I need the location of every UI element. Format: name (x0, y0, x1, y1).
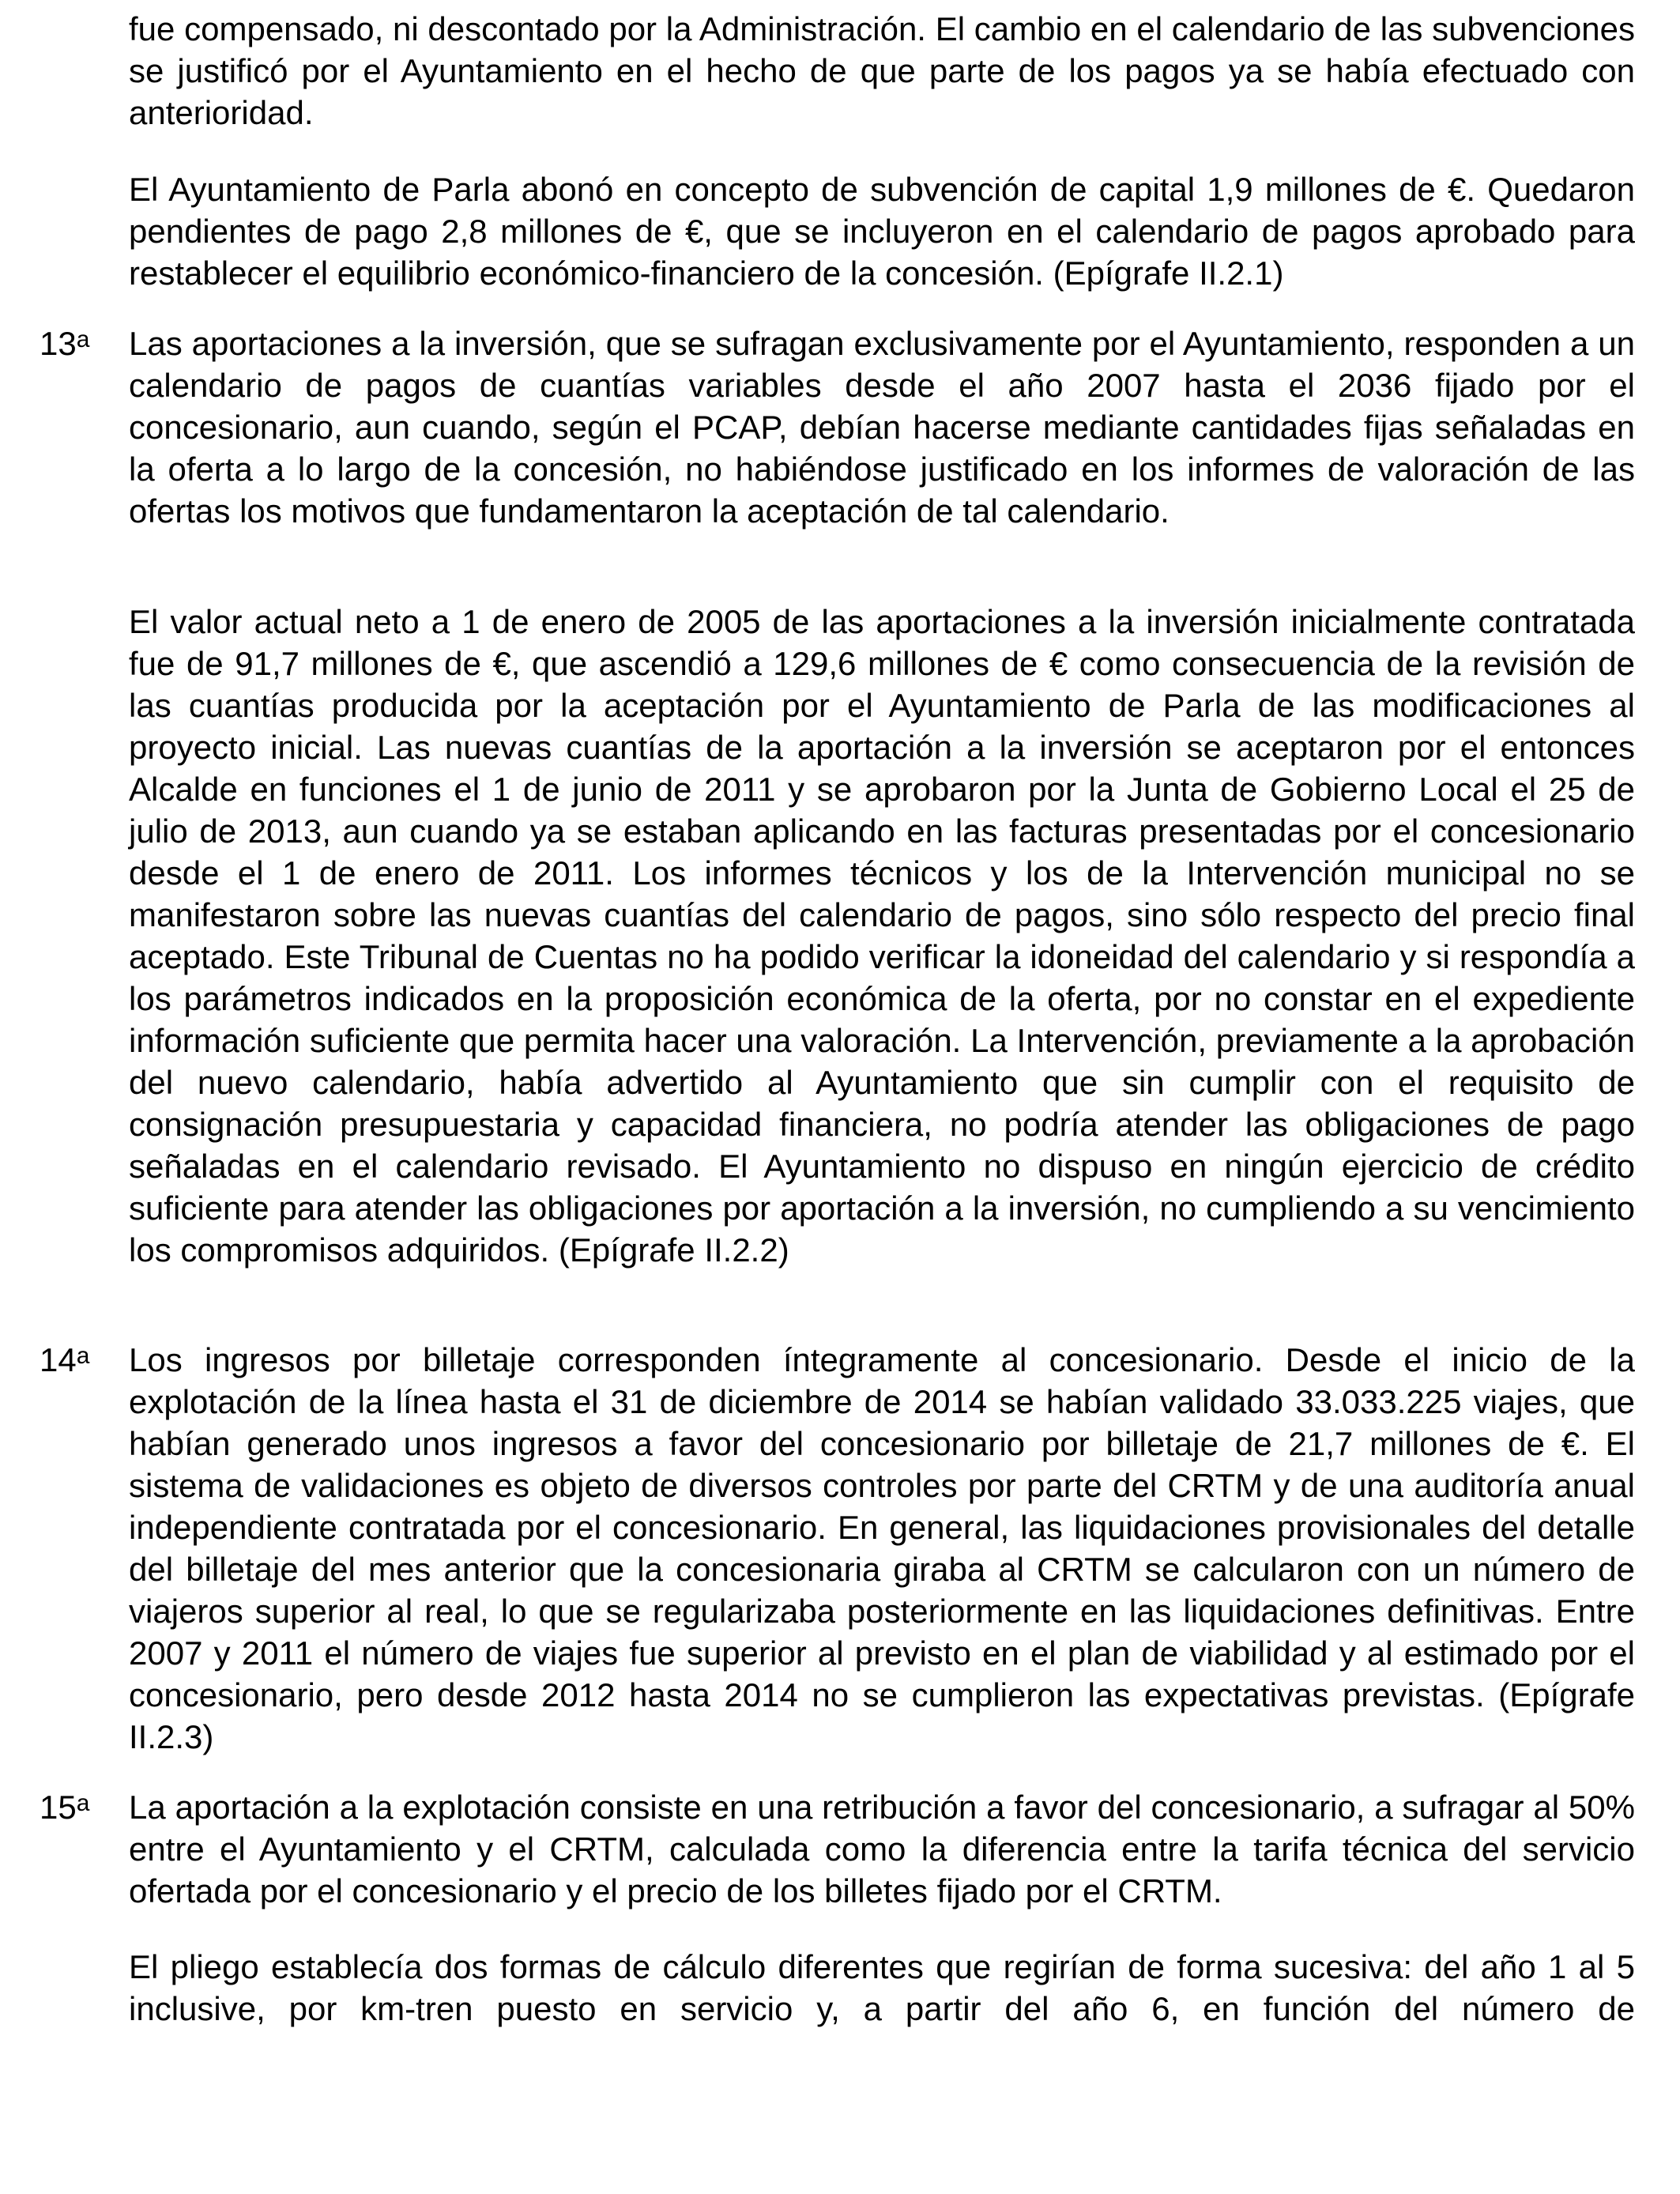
item-14-paragraph-1: Los ingresos por billetaje corresponden íntegramente al concesionario. Desde el inicio de la explotación de la línea hasta el 31 de diciembre de 2014 se habían validado 33.033.225 viajes, que habían generado unos ingresos a favor del concesionario por billetaje de 21,7 millones de €. El sistema de validaciones es objeto de diversos controles por parte del CRTM y de una auditoría anual independiente contratada por el concesionario. En general, las liquidaciones provisionales del detalle del billetaje del mes anterior que la concesionaria giraba al CRTM se calcularon con un número de viajeros superior al real, lo que se regularizaba posteriormente en las liquidaciones definitivas. Entre 2007 y 2011 el número de viajes fue superior al previsto en el plan de viabilidad y al estimado por el concesionario, pero desde 2012 hasta 2014 no se cumplieron las expectativas previstas. (Epígrafe II.2.3) (129, 1341, 1635, 1755)
item-number: 14 (40, 1341, 77, 1378)
item-number-15 (40, 1786, 89, 1828)
ordinal-indicator: a (76, 1790, 90, 1816)
ordinal-indicator: a (76, 326, 90, 352)
continuation-paragraph: fue compensado, ni descontado por la Administración. El cambio en el calendario de las subvenciones se justificó por el Ayuntamiento en el hecho de que parte de los pagos ya se había efectuado con anterioridad. (129, 10, 1635, 131)
item-number: 15 (40, 1789, 77, 1826)
item-13-paragraph-2: El valor actual neto a 1 de enero de 2005 de las aportaciones a la inversión inicialmente contratada fue de 91,7 millones de €, que ascendió a 129,6 millones de € como consecuencia de la revisión de las cuantías producida por la aceptación por el Ayuntamiento de Parla de las modificaciones al proyecto inicial. Las nuevas cuantías de la aportación a la inversión se aceptaron por el entonces Alcalde en funciones el 1 de junio de 2011 y se aprobaron por la Junta de Gobierno Local el 25 de julio de 2013, aun cuando ya se estaban aplicando en las facturas presentadas por el concesionario desde el 1 de enero de 2011. Los informes técnicos y los de la Intervención municipal no se manifestaron sobre las nuevas cuantías del calendario de pagos, sino sólo respecto del precio final aceptado. Este Tribunal de Cuentas no ha podido verificar la idoneidad del calendario y si respondía a los parámetros indicados en la proposición económica de la oferta, por no constar en el expediente información suficiente que permita hacer una valoración. La Intervención, previamente a la aprobación del nuevo calendario, había advertido al Ayuntamiento que sin cumplir con el requisito de consignación presupuestaria y capacidad financiera, no podría atender las obligaciones de pago señaladas en el calendario revisado. El Ayuntamiento no dispuso en ningún ejercicio de crédito suficiente para atender las obligaciones por aportación a la inversión, no cumpliendo a su vencimiento los compromisos adquiridos. (Epígrafe II.2.2) (129, 603, 1635, 1269)
item-15-paragraph-2: El pliego establecía dos formas de cálculo diferentes que regirían de forma sucesiva: del año 1 al 5 inclusive, por km-tren puesto en servicio y, a partir del año 6, en función del número de (129, 1948, 1635, 2027)
item-number-13 (40, 322, 89, 364)
item-number-14 (40, 1339, 89, 1381)
ordinal-indicator: a (76, 1343, 90, 1369)
item-number: 13 (40, 325, 77, 362)
capital-subsidy-paragraph: El Ayuntamiento de Parla abonó en concepto de subvención de capital 1,9 millones de €. Quedaron pendientes de pago 2,8 millones de €, que se incluyeron en el calendario de pagos aprobado para restablecer el equilibrio económico-financiero de la concesión. (Epígrafe II.2.1) (129, 171, 1635, 292)
item-13-paragraph-1: Las aportaciones a la inversión, que se sufragan exclusivamente por el Ayuntamiento, responden a un calendario de pagos de cuantías variables desde el año 2007 hasta el 2036 fijado por el concesionario, aun cuando, según el PCAP, debían hacerse mediante cantidades fijas señaladas en la oferta a lo largo de la concesión, no habiéndose justificado en los informes de valoración de las ofertas los motivos que fundamentaron la aceptación de tal calendario. (129, 325, 1635, 530)
item-15-paragraph-1: La aportación a la explotación consiste en una retribución a favor del concesionario, a sufragar al 50% entre el Ayuntamiento y el CRTM, calculada como la diferencia entre la tarifa técnica del servicio ofertada por el concesionario y el precio de los billetes fijado por el CRTM. (129, 1789, 1635, 1909)
